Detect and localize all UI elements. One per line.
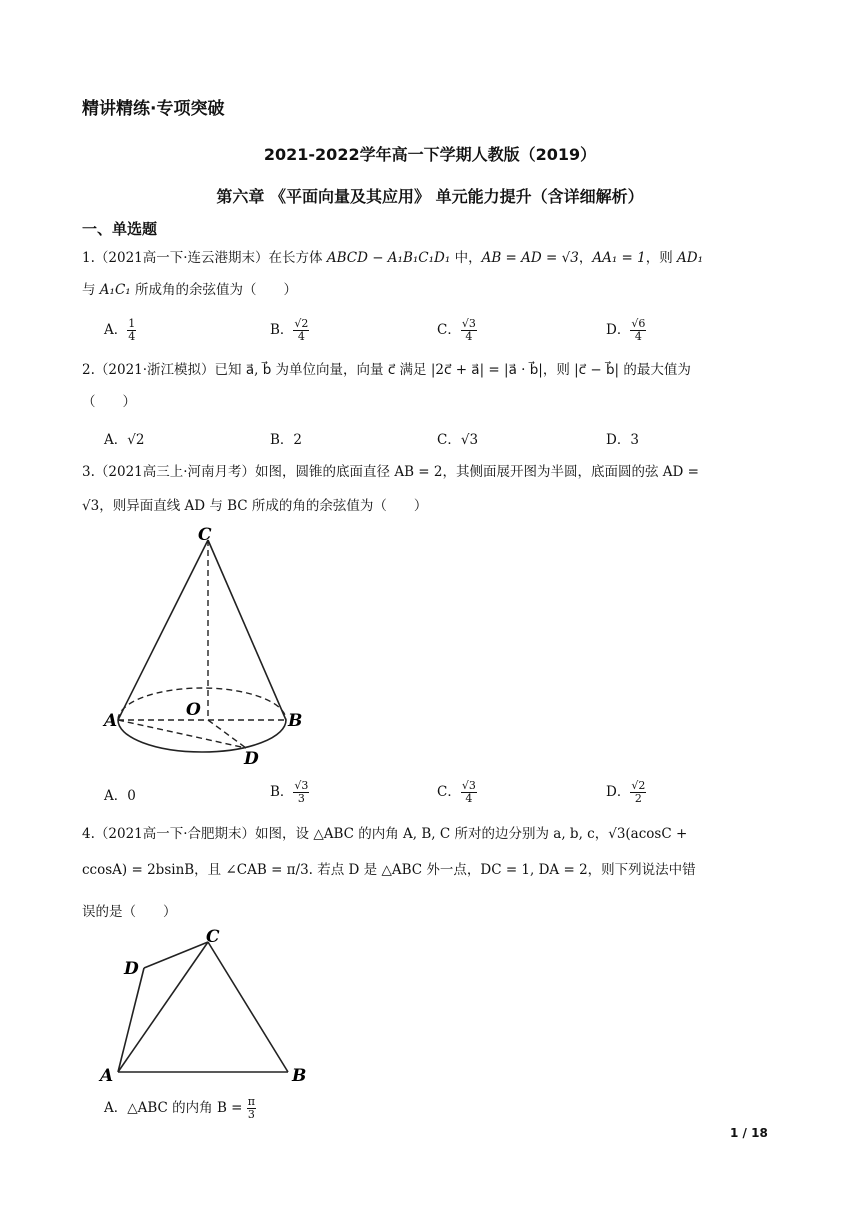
question-2-line-2: （ ） xyxy=(82,394,136,410)
option-value: 2 xyxy=(293,432,303,448)
title-line-2: 第六章 《平面向量及其应用》 单元能力提升（含详细解析） xyxy=(216,187,644,206)
denominator: 4 xyxy=(297,330,305,343)
numerator: π xyxy=(247,1095,256,1108)
cone-left-edge xyxy=(118,540,208,720)
q3-option-c[interactable] xyxy=(437,780,477,805)
q2-option-a[interactable] xyxy=(104,428,144,448)
side-ad xyxy=(118,968,144,1072)
numerator: √3 xyxy=(461,779,476,792)
numerator: 1 xyxy=(128,317,136,330)
denominator: 4 xyxy=(465,792,473,805)
label-b: B xyxy=(292,1066,307,1086)
question-3-line-1 xyxy=(82,464,699,480)
denominator: 4 xyxy=(465,330,473,343)
question-text: 已知 a⃗, b⃗ 为单位向量，向量 c⃗ 满足 |2c⃗ + a⃗| = |a⃗ · b⃗|，则 |c⃗ − b⃗| 的最大值为 xyxy=(214,362,691,378)
label-d: D xyxy=(124,959,139,979)
denominator: 4 xyxy=(634,330,642,343)
fraction xyxy=(630,780,646,805)
math-expression: AA₁ = 1 xyxy=(592,250,646,266)
question-text: ， xyxy=(578,250,593,266)
q1-option-b[interactable] xyxy=(270,318,309,343)
section-heading: 一、单选题 xyxy=(82,220,158,238)
fraction xyxy=(127,318,136,343)
fraction xyxy=(461,780,477,805)
question-text: 与 xyxy=(82,282,100,298)
option-label: D． xyxy=(606,784,631,800)
q3-option-b[interactable] xyxy=(270,780,309,805)
question-text: 所成角的余弦值为（ ） xyxy=(130,282,297,298)
label-a: A xyxy=(100,1066,114,1086)
option-value: 3 xyxy=(630,432,639,448)
question-4-line-1 xyxy=(82,826,687,842)
triangle-figure xyxy=(96,924,326,1089)
q1-option-c[interactable] xyxy=(437,318,477,343)
title-line-1: 2021-2022学年高一下学期人教版（2019） xyxy=(263,145,597,164)
option-value: √2 xyxy=(127,432,145,448)
question-4-line-3: 误的是（ ） xyxy=(82,904,177,920)
q1-option-d[interactable] xyxy=(606,318,646,343)
question-text: ，则 xyxy=(645,250,678,266)
denominator: 3 xyxy=(297,792,305,805)
q2-option-b[interactable] xyxy=(270,428,302,448)
option-value: √3 xyxy=(460,432,479,448)
fraction xyxy=(630,318,646,343)
q4-option-a[interactable] xyxy=(104,1096,256,1121)
question-number: 3. xyxy=(82,464,95,480)
page-number: 1 / 18 xyxy=(730,1126,768,1140)
option-label: A． xyxy=(104,432,128,448)
fraction xyxy=(293,318,309,343)
question-text: 中， xyxy=(450,250,482,266)
label-d: D xyxy=(244,749,259,769)
fraction xyxy=(293,780,309,805)
side-bc xyxy=(208,942,288,1072)
option-label: B． xyxy=(270,432,294,448)
q2-option-c[interactable] xyxy=(437,428,478,448)
base-back-arc xyxy=(118,688,286,720)
label-a: A xyxy=(104,711,118,731)
math-expression: AD₁ xyxy=(677,250,704,266)
option-label: B． xyxy=(270,322,294,338)
question-source: （2021高一下·合肥期末） xyxy=(94,826,256,842)
math-expression: ABCD − A₁B₁C₁D₁ xyxy=(326,250,451,266)
option-label: A． xyxy=(104,1100,128,1116)
label-c: C xyxy=(206,927,220,947)
numerator: √3 xyxy=(461,317,476,330)
question-number: 2. xyxy=(82,362,95,378)
q3-option-d[interactable] xyxy=(606,780,646,805)
fraction xyxy=(247,1096,256,1121)
question-source: （2021高三上·河南月考） xyxy=(94,464,256,480)
question-source: （2021·浙江模拟） xyxy=(94,362,215,378)
option-label: C． xyxy=(437,322,461,338)
option-value: 0 xyxy=(127,788,136,804)
option-label: A． xyxy=(104,788,128,804)
denominator: 2 xyxy=(634,792,642,805)
option-label: C． xyxy=(437,784,461,800)
option-label: A． xyxy=(104,322,128,338)
label-c: C xyxy=(198,525,212,545)
option-label: B． xyxy=(270,784,294,800)
option-label: D． xyxy=(606,432,631,448)
question-4-line-2: ccosA) = 2bsinB，且 ∠CAB = π/3. 若点 D 是 △ABC 外一点，DC = 1, DA = 2，则下列说法中错 xyxy=(82,862,696,878)
question-number: 4. xyxy=(82,826,95,842)
series-title: 精讲精练·专项突破 xyxy=(82,99,225,119)
question-number: 1. xyxy=(82,250,95,266)
numerator: √2 xyxy=(631,779,646,792)
denominator: 3 xyxy=(247,1108,255,1121)
cone-figure xyxy=(100,520,320,770)
denominator: 4 xyxy=(128,330,136,343)
question-3-line-2: √3，则异面直线 AD 与 BC 所成的角的余弦值为（ ） xyxy=(82,498,428,514)
q1-option-a[interactable] xyxy=(104,318,136,343)
numerator: √2 xyxy=(294,317,309,330)
option-text: △ABC 的内角 B = xyxy=(127,1100,243,1116)
label-o: O xyxy=(186,700,201,720)
label-b: B xyxy=(288,711,303,731)
question-2-line-1 xyxy=(82,362,691,378)
option-label: C． xyxy=(437,432,461,448)
question-text: 如图，设 △ABC 的内角 A, B, C 所对的边分别为 a, b, c，√3(acosC + xyxy=(255,826,688,842)
math-expression: A₁C₁ xyxy=(99,282,131,298)
question-source: （2021高一下·连云港期末） xyxy=(94,250,269,266)
question-1-line-1 xyxy=(82,250,703,266)
option-label: D． xyxy=(606,322,631,338)
question-text: 如图，圆锥的底面直径 AB = 2，其侧面展开图为半圆，底面圆的弦 AD = xyxy=(255,464,699,480)
question-text: 在长方体 xyxy=(268,250,327,266)
q3-option-a[interactable] xyxy=(104,784,136,804)
fraction xyxy=(461,318,477,343)
numerator: √3 xyxy=(294,779,309,792)
numerator: √6 xyxy=(631,317,646,330)
question-1-line-2 xyxy=(82,282,297,298)
q2-option-d[interactable] xyxy=(606,428,639,448)
math-expression: AB = AD = √3 xyxy=(481,250,579,266)
